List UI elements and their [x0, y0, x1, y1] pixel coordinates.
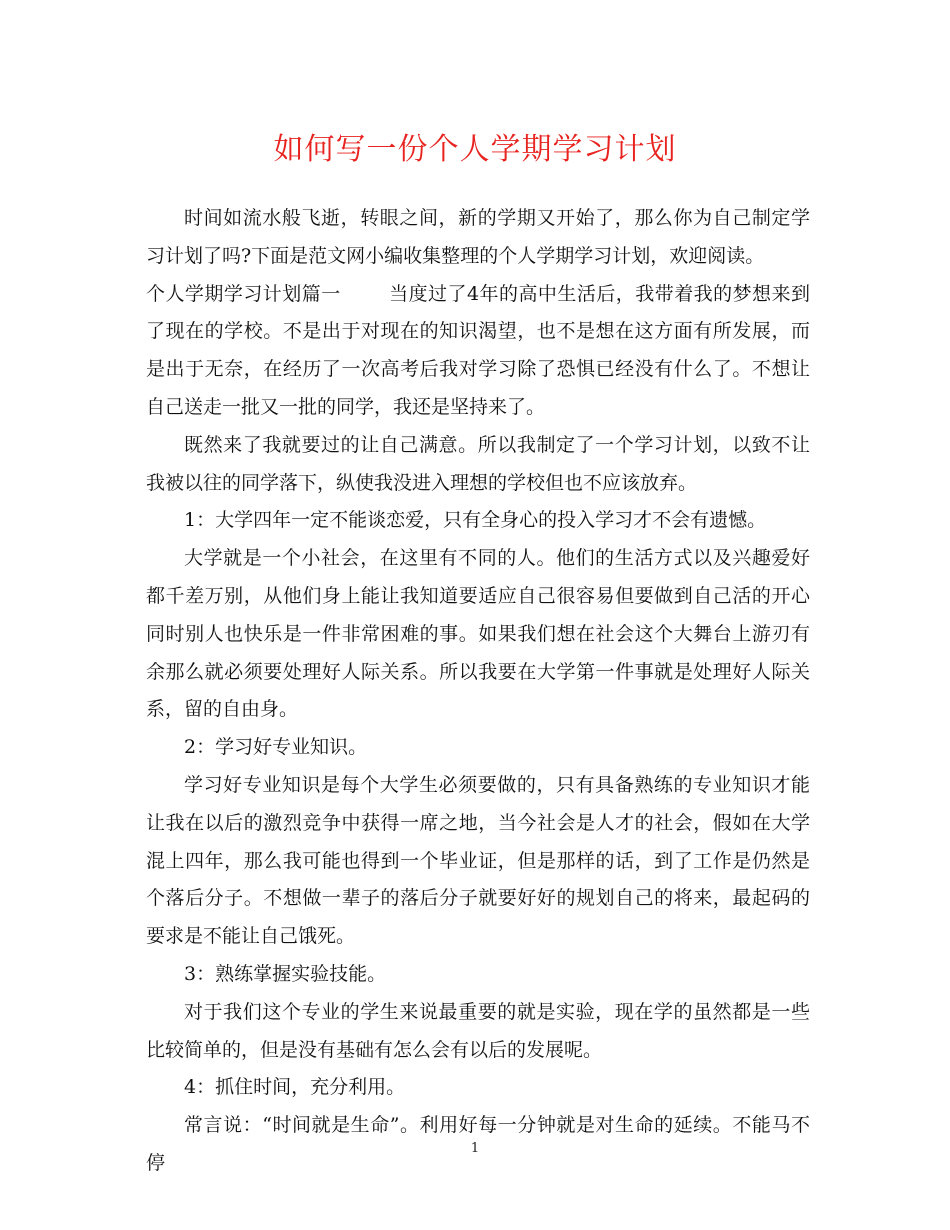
paragraph: 学习好专业知识是每个大学生必须要做的，只有具备熟练的专业知识才能让我在以后的激烈竞争中获得一席之地，当今社会是人才的社会，假如在大学混上四年，那么我可能也得到一个毕业证，但是那样的话，到了工作是仍然是个落后分子。不想做一辈子的落后分子就要好好的规划自己的将来，最起码的要求是不能让自己饿死。 [146, 773, 810, 948]
paragraph: 4：抓住时间，充分利用。 [184, 1076, 406, 1099]
page-number: 1 [470, 1141, 480, 1156]
section-paragraph [146, 276, 810, 427]
document-title: 如何写一份个人学期学习计划 [273, 132, 677, 167]
section-text: 当度过了4年的高中生活后，我带着我的梦想来到了现在的学校。不是出于对现在的知识渴望，也不是想在这方面有所发展，而是出于无奈，在经历了一次高考后我对学习除了恐惧已经没有什么了。不想让自己送走一批又一批的同学，我还是坚持来了。 [146, 282, 810, 418]
intro-paragraph: 时间如流水般飞逝，转眼之间，新的学期又开始了，那么你为自己制定学习计划了吗?下面是范文网小编收集整理的个人学期学习计划，欢迎阅读。 [146, 207, 810, 267]
section-heading: 个人学期学习计划篇一 [146, 282, 341, 305]
paragraph: 1：大学四年一定不能谈恋爱，只有全身心的投入学习才不会有遗憾。 [184, 509, 767, 532]
paragraph: 3：熟练掌握实验技能。 [184, 962, 387, 985]
paragraph: 既然来了我就要过的让自己满意。所以我制定了一个学习计划，以致不让我被以往的同学落下，纵使我没进入理想的学校但也不应该放弃。 [146, 433, 810, 494]
paragraph: 大学就是一个小社会，在这里有不同的人。他们的生活方式以及兴趣爱好都千差万别，从他们身上能让我知道要适应自己很容易但要做到自己活的开心同时别人也快乐是一件非常困难的事。如果我们想在社会这个大舞台上游刃有余那么就必须要处理好人际关系。所以我要在大学第一件事就是处理好人际关系，留的自由身。 [146, 547, 810, 721]
paragraph: 2：学习好专业知识。 [184, 736, 368, 759]
paragraph: 常言说：“时间就是生命”。利用好每一分钟就是对生命的延续。不能马不停 [146, 1114, 810, 1174]
document-body [146, 200, 810, 1183]
paragraph: 对于我们这个专业的学生来说最重要的就是实验，现在学的虽然都是一些比较简单的，但是没有基础有怎么会有以后的发展呢。 [146, 1000, 810, 1061]
